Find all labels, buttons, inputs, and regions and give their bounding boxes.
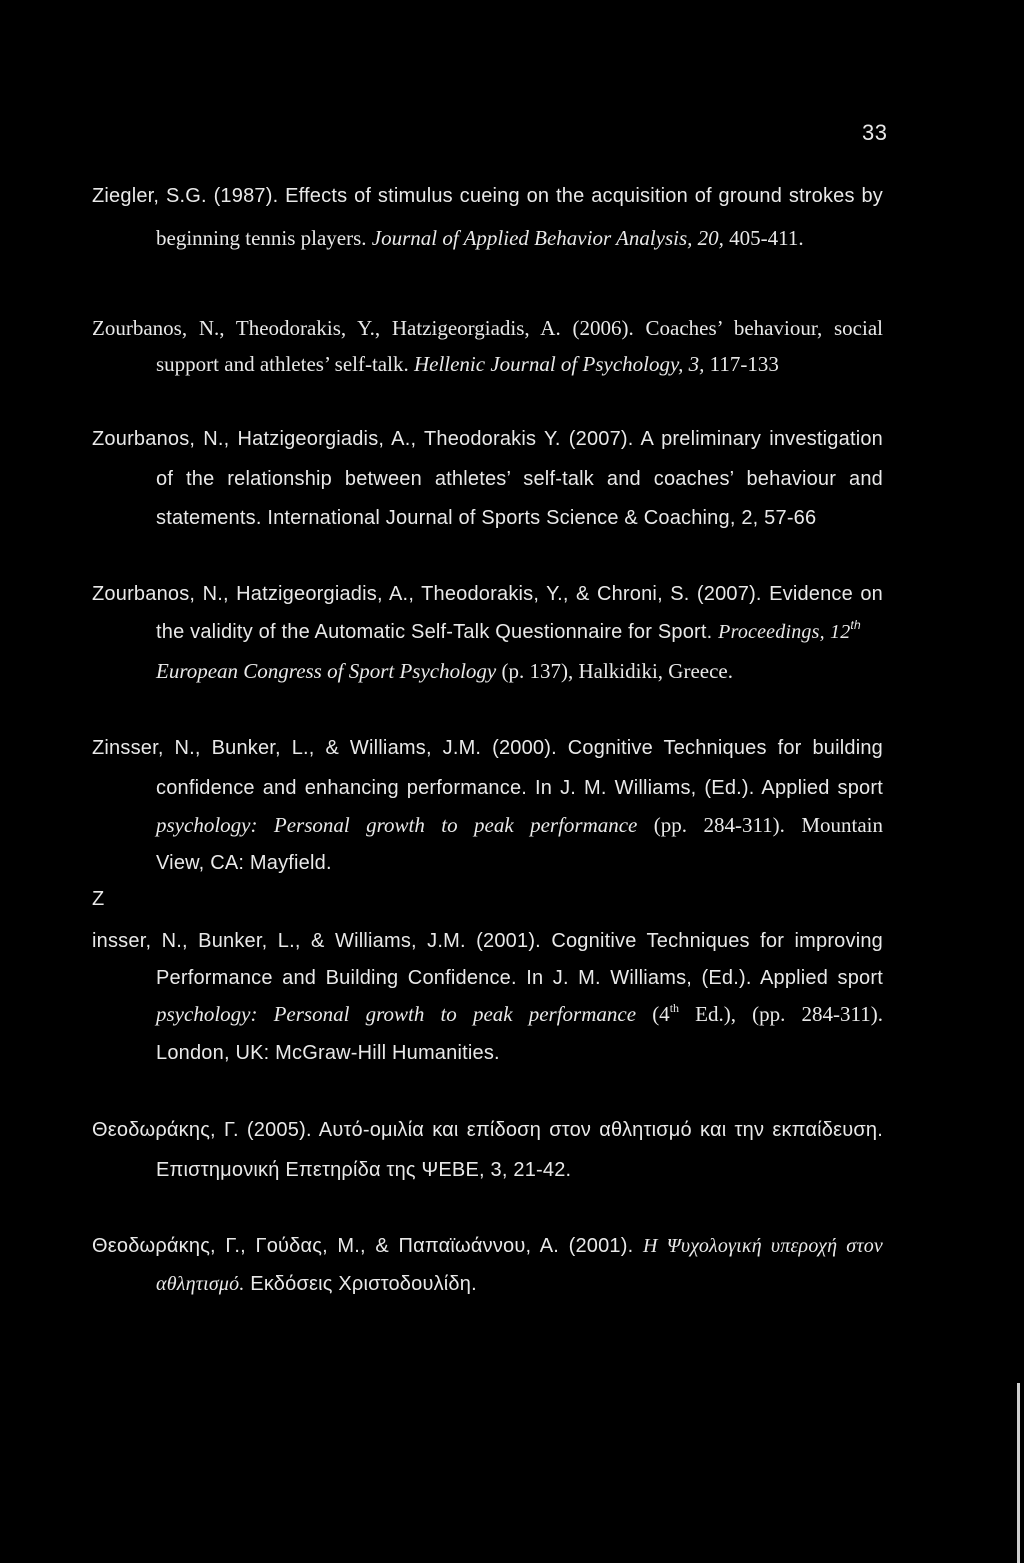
ref-zinsser-2001-line-4: London, UK: McGraw-Hill Humanities.	[156, 1042, 500, 1064]
ref-zourbanos-2007a-line-1: Zourbanos, N., Hatzigeorgiadis, A., Theodorakis Y. (2007). A preliminary investigation	[92, 428, 883, 450]
ref-ziegler-line-1: Ziegler, S.G. (1987). Effects of stimulus cueing on the acquisition of ground strokes by	[92, 185, 883, 207]
ref-zourbanos-2006-line-1: Zourbanos, N., Theodorakis, Y., Hatzigeorgiadis, A. (2006). Coaches’ behaviour, social	[92, 316, 883, 340]
ref-zourbanos-2007b-line-3: European Congress of Sport Psychology (p. 137), Halkidiki, Greece.	[156, 659, 734, 683]
ref-zourbanos-2007b-line-1: Zourbanos, N., Hatzigeorgiadis, A., Theodorakis, Y., & Chroni, S. (2007). Evidence on	[92, 583, 883, 605]
ref-zourbanos-2007b-line-2: the validity of the Automatic Self-Talk Questionnaire for Sport. Proceedings, 12th	[156, 618, 861, 643]
ref-theodorakis-2005-line-1: Θεοδωράκης, Γ. (2005). Αυτό-ομιλία και επίδοση στον αθλητισμό και την εκπαίδευση.	[92, 1119, 883, 1141]
ref-zinsser-2001-stray-letter: Z	[92, 888, 105, 910]
ref-zinsser-2000-line-4: View, CA: Mayfield.	[156, 852, 332, 874]
ref-zinsser-2001-line-3: psychology: Personal growth to peak performance (4th Ed.), (pp. 284-311).	[156, 1001, 883, 1026]
ref-zinsser-2001-line-1: insser, N., Bunker, L., & Williams, J.M. (2001). Cognitive Techniques for improving	[92, 930, 883, 952]
page-number: 33	[862, 120, 888, 145]
ref-theodorakis-2005-line-2: Επιστημονική Επετηρίδα της ΨΕΒΕ, 3, 21-42.	[156, 1159, 572, 1181]
ref-zourbanos-2006-line-2: support and athletes’ self-talk. Hellenic Journal of Psychology, 3, 117-133	[156, 352, 779, 376]
ref-zinsser-2000-line-3: psychology: Personal growth to peak performance (pp. 284-311). Mountain	[156, 813, 883, 837]
ref-theodorakis-2001-line-1: Θεοδωράκης, Γ., Γούδας, Μ., & Παπαϊωάννου, Α. (2001). Η Ψυχολογική υπεροχή στον	[92, 1235, 883, 1257]
ref-zinsser-2001-line-2: Performance and Building Confidence. In J. M. Williams, (Ed.). Applied sport	[156, 967, 883, 989]
ref-zourbanos-2007a-line-2: of the relationship between athletes’ self-talk and coaches’ behaviour and	[156, 468, 883, 490]
scan-edge-bar	[1017, 1383, 1020, 1563]
ref-ziegler-line-2: beginning tennis players. Journal of Applied Behavior Analysis, 20, 405-411.	[156, 226, 804, 250]
ref-zinsser-2000-line-1: Zinsser, N., Bunker, L., & Williams, J.M. (2000). Cognitive Techniques for building	[92, 737, 883, 759]
ref-zinsser-2000-line-2: confidence and enhancing performance. In J. M. Williams, (Ed.). Applied sport	[156, 777, 883, 799]
ref-theodorakis-2001-line-2: αθλητισμό. Εκδόσεις Χριστοδουλίδη.	[156, 1273, 477, 1295]
ref-zourbanos-2007a-line-3: statements. International Journal of Sports Science & Coaching, 2, 57-66	[156, 507, 817, 529]
